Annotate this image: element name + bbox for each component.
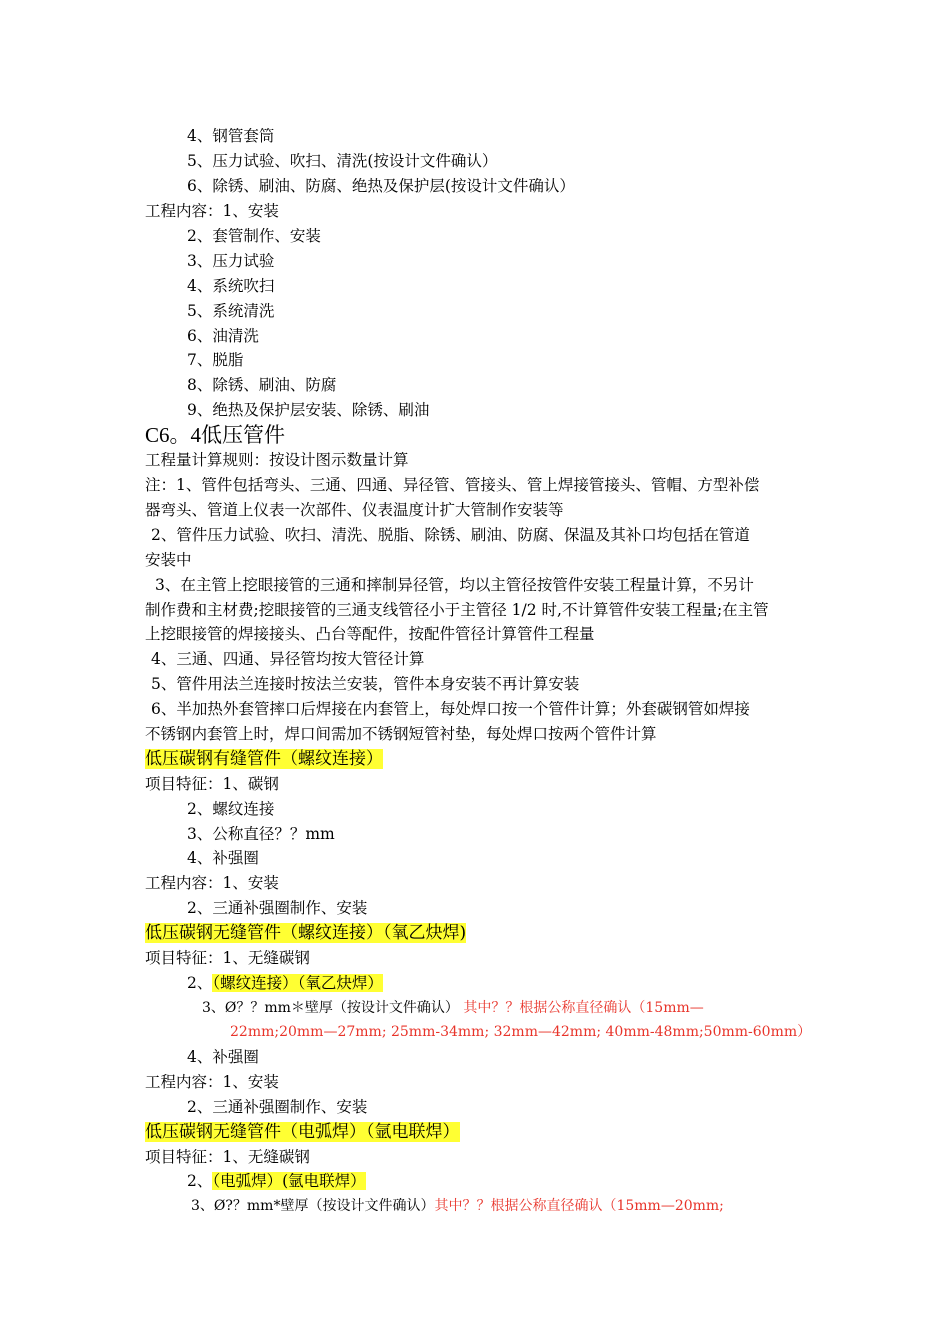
item-title-highlight: 低压碳钢无缝管件（螺纹连接）（氧乙炔焊) xyxy=(145,923,467,943)
item-title xyxy=(145,1120,460,1144)
text-line: 6、半加热外套管摔口后焊接在内套管上，每处焊口按一个管件计算；外套碳钢管如焊接 xyxy=(151,700,750,718)
text-line: 6、油清洗 xyxy=(187,327,259,345)
list-number: 2、 xyxy=(187,974,213,992)
spec-text: 3、Ø?？mm*壁厚（按设计文件确认） xyxy=(191,1198,435,1214)
text-line xyxy=(202,996,704,1020)
item-title xyxy=(145,747,383,771)
text-line: 3、压力试验 xyxy=(187,252,275,270)
text-line: 工程量计算规则：按设计图示数量计算 xyxy=(145,451,409,469)
text-line: 注：1、管件包括弯头、三通、四通、异径管、管接头、管上焊接管接头、管帽、方型补偿 xyxy=(145,476,760,494)
text-line: 9、绝热及保护层安装、除锈、刷油 xyxy=(187,401,430,419)
text-line: 7、脱脂 xyxy=(187,351,244,369)
text-line: 2、管件压力试验、吹扫、清洗、脱脂、除锈、刷油、防腐、保温及其补口均包括在管道 xyxy=(151,526,750,544)
highlight-text: （螺纹连接）（氧乙炔焊） xyxy=(212,974,383,992)
text-line: 6、除锈、刷油、防腐、绝热及保护层(按设计文件确认） xyxy=(187,177,575,195)
text-line: 工程内容：1、安装 xyxy=(145,1073,279,1091)
text-line: 安装中 xyxy=(145,551,192,569)
text-line: 工程内容：1、安装 xyxy=(145,874,279,892)
text-line: 3、公称直径？？mm xyxy=(187,825,335,843)
text-line: 8、除锈、刷油、防腐 xyxy=(187,376,337,394)
text-line: 不锈钢内套管上时，焊口间需加不锈钢短管衬垫，每处焊口按两个管件计算 xyxy=(145,725,657,743)
text-line: 2、三通补强圈制作、安装 xyxy=(187,1098,368,1116)
text-line: 工程内容：1、安装 xyxy=(145,202,279,220)
text-line: 2、螺纹连接 xyxy=(187,800,275,818)
section-heading: C6。4低压管件 xyxy=(145,423,286,447)
text-line: 5、压力试验、吹扫、清洗(按设计文件确认） xyxy=(187,152,498,170)
highlight-text: （电弧焊）(氩电联焊） xyxy=(212,1172,366,1190)
text-line: 项目特征：1、无缝碳钢 xyxy=(145,949,310,967)
text-line: 4、系统吹扫 xyxy=(187,277,275,295)
text-line xyxy=(187,1169,366,1193)
red-note-line: 22mm;20mm—27mm; 25mm-34mm; 32mm—42mm; 40mm-48mm;50mm-60mm） xyxy=(230,1024,812,1040)
item-title-highlight: 低压碳钢无缝管件（电弧焊）（氩电联焊） xyxy=(145,1122,460,1142)
text-line: 4、钢管套筒 xyxy=(187,127,275,145)
text-line: 器弯头、管道上仪表一次部件、仪表温度计扩大管制作安装等 xyxy=(145,501,564,519)
red-note: 其中？？根据公称直径确认（15mm— xyxy=(463,1000,704,1016)
red-note: 其中？？根据公称直径确认（15mm—20mm; xyxy=(434,1198,724,1214)
text-line: 项目特征：1、无缝碳钢 xyxy=(145,1148,310,1166)
text-line: 3、在主管上挖眼接管的三通和摔制异径管，均以主管径按管件安装工程量计算，不另计 xyxy=(155,576,754,594)
text-line: 4、三通、四通、异径管均按大管径计算 xyxy=(151,650,425,668)
item-title-highlight: 低压碳钢有缝管件（螺纹连接） xyxy=(145,749,383,769)
text-line: 上挖眼接管的焊接接头、凸台等配件，按配件管径计算管件工程量 xyxy=(145,625,595,643)
list-number: 2、 xyxy=(187,1172,213,1190)
spec-text: 3、Ø？？mm＊壁厚（按设计文件确认） xyxy=(202,1000,459,1016)
text-line: 制作费和主材费;挖眼接管的三通支线管径小于主管径 1/2 时,不计算管件安装工程量;在主管 xyxy=(145,601,769,619)
text-line: 项目特征：1、碳钢 xyxy=(145,775,279,793)
text-line: 2、套管制作、安装 xyxy=(187,227,321,245)
text-line xyxy=(191,1194,724,1218)
item-title xyxy=(145,921,466,945)
text-line: 5、管件用法兰连接时按法兰安装，管件本身安装不再计算安装 xyxy=(151,675,580,693)
text-line xyxy=(187,971,383,995)
text-line: 4、补强圈 xyxy=(187,849,259,867)
text-line: 5、系统清洗 xyxy=(187,302,275,320)
text-line: 2、三通补强圈制作、安装 xyxy=(187,899,368,917)
text-line: 4、补强圈 xyxy=(187,1048,259,1066)
